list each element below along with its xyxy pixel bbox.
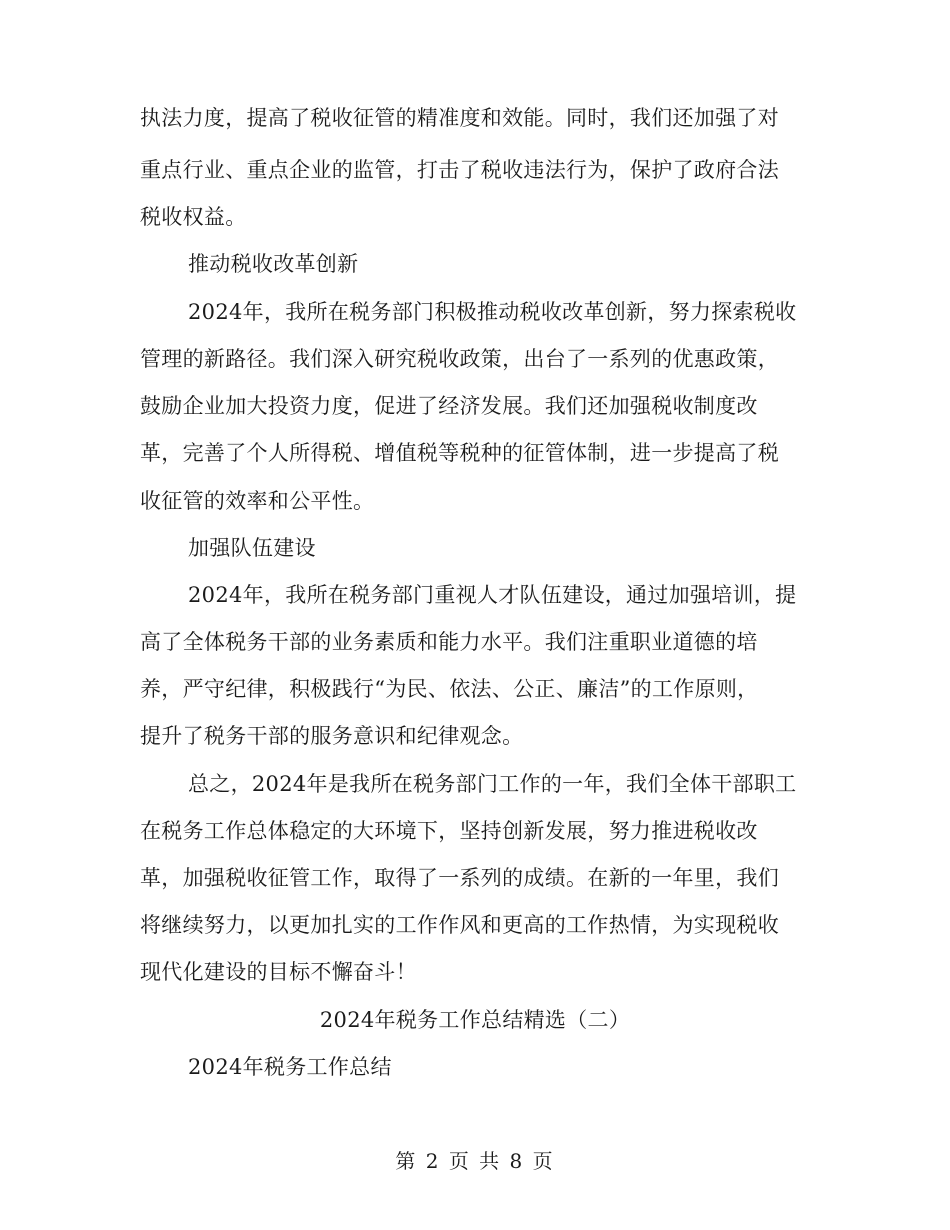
paragraph-line: 执法力度，提高了税收征管的精准度和效能。同时，我们还加强了对 [140, 106, 779, 130]
paragraph-line: 将继续努力，以更加扎实的工作作风和更高的工作热情，为实现税收 [140, 913, 779, 937]
paragraph-line: 管理的新路径。我们深入研究税收政策，出台了一系列的优惠政策， [140, 347, 779, 371]
paragraph-line: 提升了税务干部的服务意识和纪律观念。 [140, 724, 524, 748]
paragraph-line: 重点行业、重点企业的监管，打击了税收违法行为，保护了政府合法 [140, 158, 779, 182]
paragraph-line: 2024年，我所在税务部门重视人才队伍建设，通过加强培训，提 [188, 583, 797, 607]
paragraph-line: 2024年，我所在税务部门积极推动税收改革创新，努力探索税收 [188, 300, 797, 324]
paragraph-line: 鼓励企业加大投资力度，促进了经济发展。我们还加强税收制度改 [140, 394, 758, 418]
paragraph-line: 革，加强税收征管工作，取得了一系列的成绩。在新的一年里，我们 [140, 866, 779, 890]
section-title: 2024年税务工作总结精选（二） [319, 1008, 631, 1032]
section-heading: 加强队伍建设 [188, 536, 316, 560]
paragraph-line: 养，严守纪律，积极践行“为民、依法、公正、廉洁”的工作原则， [140, 677, 759, 701]
paragraph-line: 现代化建设的目标不懈奋斗！ [140, 960, 417, 984]
paragraph-line: 收征管的效率和公平性。 [140, 489, 375, 513]
paragraph-line: 在税务工作总体稳定的大环境下，坚持创新发展，努力推进税收改 [140, 819, 758, 843]
paragraph-line: 总之，2024年是我所在税务部门工作的一年，我们全体干部职工 [188, 772, 797, 796]
section-heading: 推动税收改革创新 [188, 252, 359, 276]
paragraph-line: 革，完善了个人所得税、增值税等税种的征管体制，进一步提高了税 [140, 441, 779, 465]
page-number-footer: 第 2 页 共 8 页 [395, 1149, 555, 1173]
subheading: 2024年税务工作总结 [188, 1055, 392, 1079]
paragraph-line: 税收权益。 [140, 205, 247, 229]
paragraph-line: 高了全体税务干部的业务素质和能力水平。我们注重职业道德的培 [140, 630, 758, 654]
